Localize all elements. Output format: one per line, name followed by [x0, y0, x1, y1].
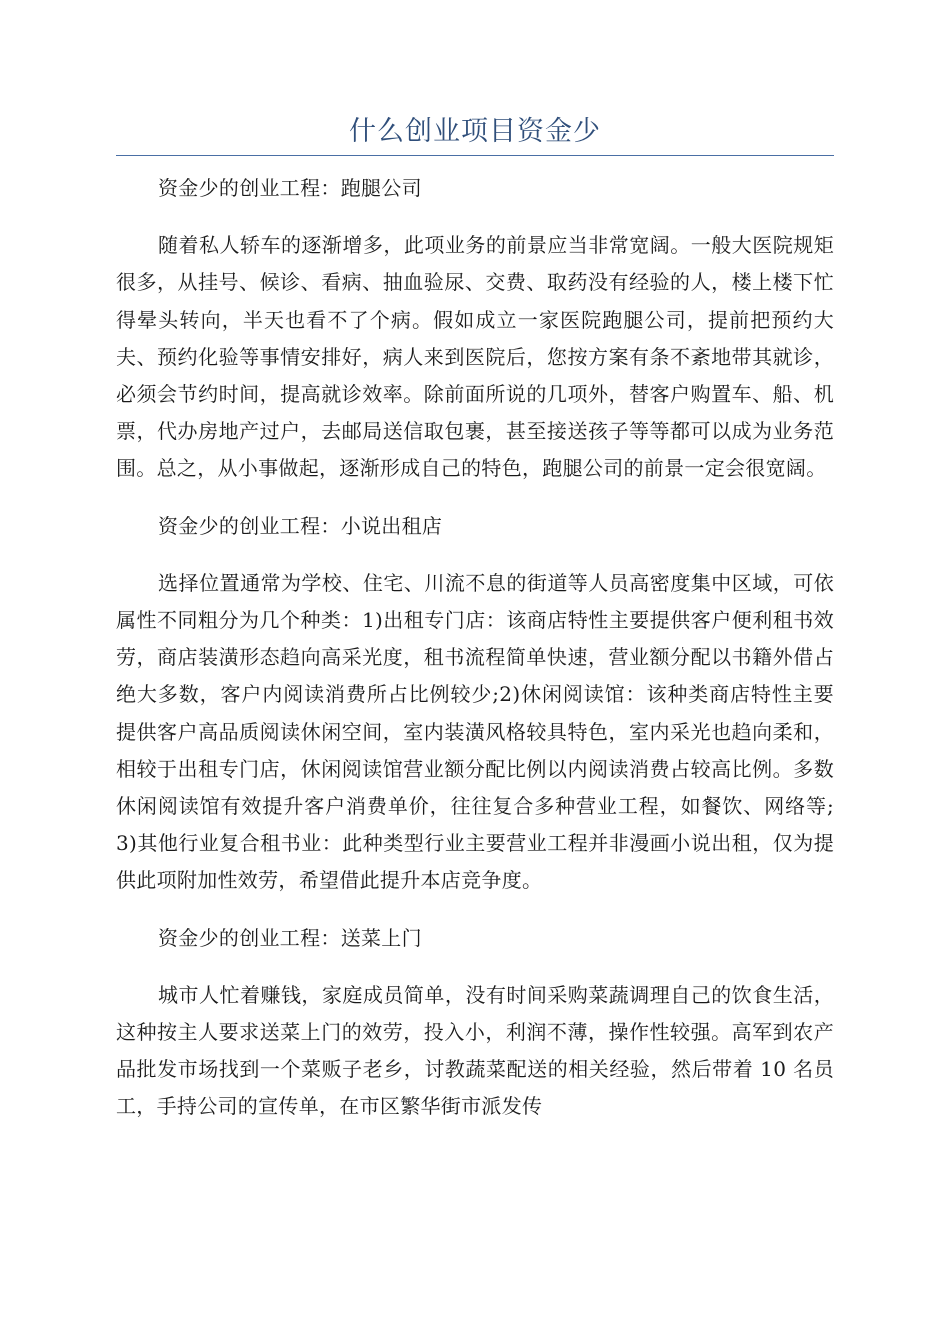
- document-body: [116, 170, 834, 1126]
- section-paragraph-errand-company: 随着私人轿车的逐渐增多，此项业务的前景应当非常宽阔。一般大医院规矩很多，从挂号、候诊、看病、抽血验尿、交费、取药没有经验的人，楼上楼下忙得晕头转向，半天也看不了个病。假如成立一家医院跑腿公司，提前把预约大夫、预约化验等事情安排好，病人来到医院后，您按方案有条不紊地带其就诊，必须会节约时间，提高就诊效率。除前面所说的几项外，替客户购置车、船、机票，代办房地产过户，去邮局送信取包裹，甚至接送孩子等等都可以成为业务范围。总之，从小事做起，逐渐形成自己的特色，跑腿公司的前景一定会很宽阔。: [116, 233, 834, 481]
- spacer: [116, 957, 834, 977]
- spacer: [116, 488, 834, 508]
- spacer: [116, 545, 834, 565]
- section-heading-vegetable-delivery: 资金少的创业工程：送菜上门: [158, 925, 422, 950]
- section-paragraph-novel-rental: 选择位置通常为学校、住宅、川流不息的街道等人员高密度集中区域，可依属性不同粗分为几个种类：1)出租专门店：该商店特性主要提供客户便利租书效劳，商店装潢形态趋向高采光度，租书流程简单快速，营业额分配以书籍外借占绝大多数，客户内阅读消费所占比例较少;2)休闲阅读馆：该种类商店特性主要提供客户高品质阅读休闲空间，室内装潢风格较具特色，室内采光也趋向柔和，相较于出租专门店，休闲阅读馆营业额分配比例以内阅读消费占较高比例。多数休闲阅读馆有效提升客户消费单价，往往复合多种营业工程，如餐饮、网络等;3)其他行业复合租书业：此种类型行业主要营业工程并非漫画小说出租，仅为提供此项附加性效劳，希望借此提升本店竞争度。: [116, 570, 834, 893]
- section-heading-errand-company: 资金少的创业工程：跑腿公司: [158, 176, 422, 200]
- spacer: [116, 900, 834, 920]
- document-title: 什么创业项目资金少: [349, 116, 601, 147]
- spacer: [116, 207, 834, 227]
- section-paragraph-vegetable-delivery: 城市人忙着赚钱，家庭成员简单，没有时间采购菜蔬调理自己的饮食生活，这种按主人要求送菜上门的效劳，投入小，利润不薄，操作性较强。高军到农产品批发市场找到一个菜贩子老乡，讨教蔬菜配送的相关经验，然后带着 10 名员工，手持公司的宣传单，在市区繁华街市派发传: [116, 982, 834, 1119]
- title-underline: [116, 155, 834, 156]
- section-heading-novel-rental: 资金少的创业工程：小说出租店: [158, 513, 443, 538]
